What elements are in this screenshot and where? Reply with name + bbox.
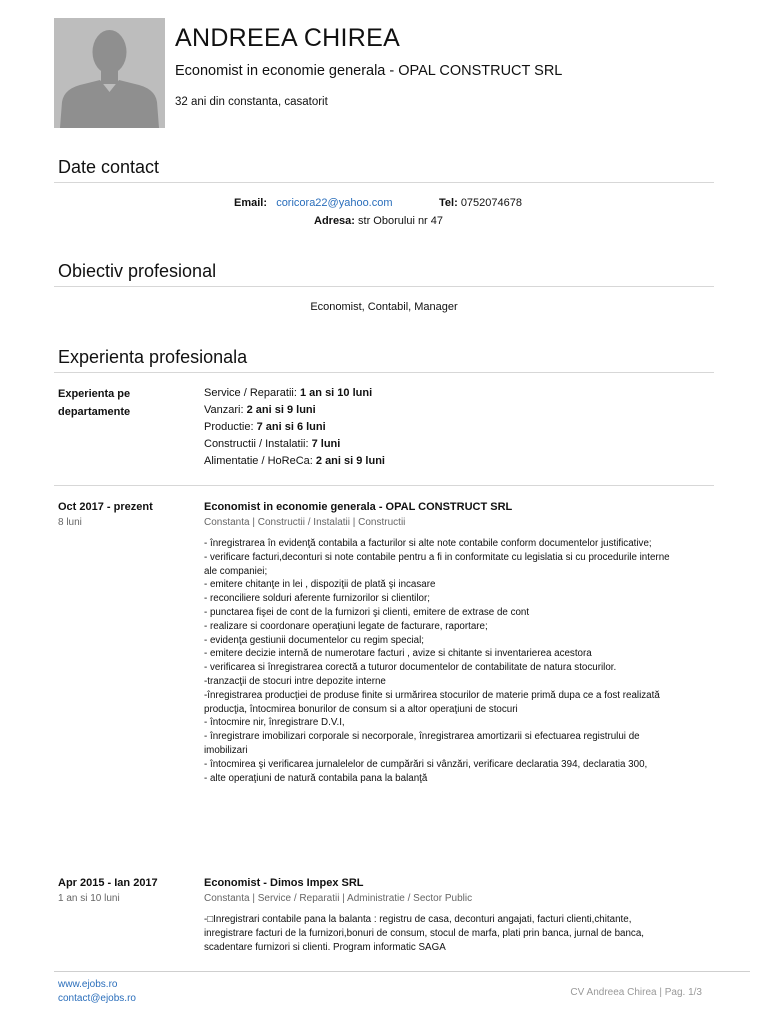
job-description-line: inregistrare facturi de la furnizori,bonuri de consum, stocul de marfa, plati prin banca, jurnal de banca, [204,927,645,939]
department-item: Productie: 7 ani si 6 luni [204,421,326,433]
job-duration: 1 an si 10 luni [58,893,120,904]
objective-text: Economist, Contabil, Manager [310,301,458,313]
phone-label: Tel: [439,197,458,209]
job-description-line: - înregistrarea în evidenţă contabila a facturilor si alte note contabile conform documentelor justificative; [204,538,652,549]
section-divider [54,182,714,183]
departments-label: Experienta pe departamente [58,388,131,418]
job-title: Economist in economie generala - OPAL CONSTRUCT SRL [204,501,513,513]
footer-page-info: CV Andreea Chirea | Pag. 1/3 [570,987,702,998]
job-description-line: - reconciliere solduri aferente furnizorilor si clientilor; [204,593,430,605]
job-description-line: - alte operaţiuni de natură contabila pana la balanţă [204,772,428,784]
address-label: Adresa: [314,215,355,227]
job-description-line: - verificarea si înregistrarea corectă a tuturor documentelor de contabilitate de natura stocurilor. [204,662,617,674]
job-description [204,537,684,785]
job-description-line: scadentare furnizori si clienti. Program informatic SAGA [204,941,446,953]
email-link[interactable]: coricora22@yahoo.com [276,197,393,209]
job-description [204,913,684,954]
job-description-line: - emitere decizie internă de numerotare facturi , avize si chitante si inventarierea acestora [204,648,592,660]
departments-list [204,385,385,470]
email-row [234,197,393,209]
candidate-name: ANDREEA CHIREA [175,24,401,52]
footer-website-link[interactable]: www.ejobs.ro [58,979,118,990]
department-item: Alimentatie / HoReCa: 2 ani si 9 luni [204,455,385,467]
section-divider [54,286,714,287]
job-duration: 8 luni [58,517,82,528]
job-description-line: - punctarea fişei de cont de la furnizori şi clienti, emitere de extrase de cont [204,606,530,618]
profile-photo-placeholder [54,18,165,128]
department-item: Vanzari: 2 ani si 9 luni [204,404,316,416]
department-item: Constructii / Instalatii: 7 luni [204,438,341,450]
job-description-line: producţia, întocmirea bonurilor de consum si a altor operaţiuni de stocuri [204,703,518,715]
job-description-line: - verificare facturi,deconturi si note contabile pentru a fi in conformitate cu legislatia si cu procedurile interne [204,551,670,563]
email-label: Email: [234,197,268,209]
footer-email-link[interactable]: contact@ejobs.ro [58,993,136,1004]
section-divider [54,485,714,486]
job-description-line: - întocmire nir, înregistrare D.V.I, [204,717,345,729]
section-title-contact: Date contact [58,157,160,177]
job-description-line: - întocmirea şi verificarea jurnalelelor de cumpărări si vânzări, verificare declaratia 394, declaratia 300, [204,758,648,770]
department-item: Service / Reparatii: 1 an si 10 luni [204,387,373,399]
address-value: str Oborului nr 47 [358,215,444,227]
job-description-line: ale companiei; [204,565,268,577]
job-description-line: imobilizari [204,744,248,756]
candidate-headline: Economist in economie generala - OPAL CONSTRUCT SRL [175,63,563,79]
section-title-experience: Experienta profesionala [58,347,248,367]
job-meta: Constanta | Service / Reparatii | Administratie / Sector Public [204,893,473,904]
footer-divider [54,971,750,972]
job-description-line: -□Inregistrari contabile pana la balanta : registru de casa, deconturi angajati, facturi clienti,chitante, [204,914,632,925]
job-description-line: - înregistrare imobilizari corporale si necorporale, înregistrarea amortizarii si efectuarea registrului de [204,731,640,743]
section-title-objective: Obiectiv profesional [58,261,217,281]
job-description-line: - emitere chitanţe in lei , dispoziţii de plată şi incasare [204,579,436,591]
section-divider [54,372,714,373]
address-row [314,215,443,227]
phone-row [439,197,522,209]
job-description-line: - realizare si coordonare operaţiuni legate de facturare, raportare; [204,620,488,632]
phone-value: 0752074678 [460,197,522,209]
job-date-range: Apr 2015 - Ian 2017 [58,877,158,889]
job-description-line: -tranzacţii de stocuri intre depozite interne [204,675,386,687]
person-silhouette-icon [54,18,165,128]
job-title: Economist - Dimos Impex SRL [204,877,364,889]
job-description-line: -înregistrarea producţiei de produse finite si urmărirea stocurilor de materie primă dupa ce a fost realizată [204,689,660,701]
job-meta: Constanta | Constructii / Instalatii | Constructii [204,517,406,528]
candidate-personal-info: 32 ani din constanta, casatorit [175,96,328,108]
job-date-range: Oct 2017 - prezent [58,501,153,513]
job-description-line: - evidenţa gestiunii documentelor cu regim special; [204,634,424,646]
